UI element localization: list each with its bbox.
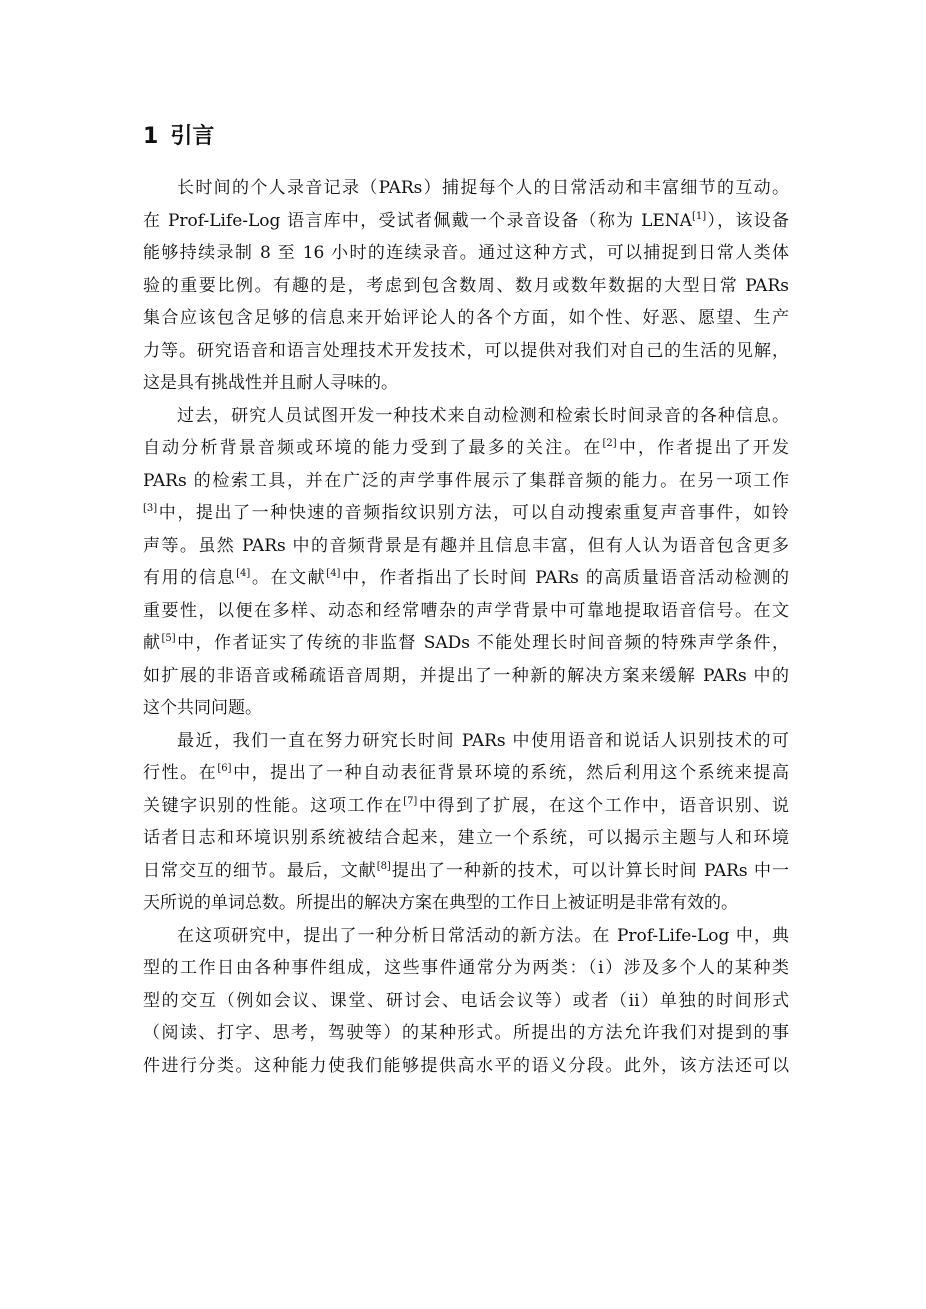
paragraph-2-line: 自动分析背景音频或环境的能力受到了最多的关注。在[2]中，作者提出了开发: [143, 438, 790, 458]
citation: [1]: [691, 210, 707, 222]
citation: [2]: [602, 438, 617, 449]
paragraph-1-line: 力等。研究语音和语言处理技术开发技术，可以提供对我们对自己的生活的见解，: [143, 340, 789, 361]
paragraph-1-line: 能够持续录制 8 至 16 小时的连续录音。通过这种方式，可以捕捉到日常人类体: [143, 243, 789, 263]
section-number: 1: [143, 124, 159, 149]
paragraph-4-line: 型的交互（例如会议、课堂、研讨会、电话会议等）或者（ii）单独的时间形式: [143, 990, 789, 1011]
paragraph-4-line: 在这项研究中，提出了一种分析日常活动的新方法。在 Prof-Life-Log 中，典: [177, 925, 789, 946]
citation: [3]: [143, 503, 158, 514]
paragraph-3-line: 最近，我们一直在努力研究长时间 PARs 中使用语音和说话人识别技术的可: [177, 730, 789, 751]
paragraph-2-line: 这个共同问题。: [143, 698, 262, 718]
paragraph-4-line: （阅读、打字、思考，驾驶等）的某种形式。所提出的方法允许我们对提到的事: [143, 1023, 789, 1043]
paragraph-2-line: 重要性，以便在多样、动态和经常嘈杂的声学背景中可靠地提取语音信号。在文: [143, 600, 789, 621]
paragraph-3-line: 关键字识别的性能。这项工作在[7]中得到了扩展，在这个工作中，语音识别、说: [143, 795, 790, 816]
paragraph-3-line: 话者日志和环境识别系统被结合起来，建立一个系统，可以揭示主题与人和环境: [143, 828, 789, 848]
paragraph-2-line: 声等。虽然 PARs 中的音频背景是有趣并且信息丰富，但有人认为语音包含更多: [143, 535, 789, 556]
paragraph-4-line: 型的工作日由各种事件组成，这些事件通常分为两类：（i）涉及多个人的某种类: [143, 958, 789, 978]
paragraph-3-line: 行性。在[6]中，提出了一种自动表征背景环境的系统，然后利用这个系统来提高: [143, 763, 790, 783]
paragraph-2-line: 如扩展的非语音或稀疏语音周期，并提出了一种新的解决方案来缓解 PARs 中的: [143, 665, 789, 686]
paragraph-1-line: 在 Prof-Life-Log 语言库中，受试者佩戴一个录音设备（称为 LENA[1]），该设备: [143, 210, 790, 231]
paragraph-2-line: PARs 的检索工具，并在广泛的声学事件展示了集群音频的能力。在另一项工作: [143, 470, 789, 491]
paragraph-1-line: 验的重要比例。有趣的是，考虑到包含数周、数月或数年数据的大型日常 PARs: [143, 275, 789, 296]
citation: [6]: [217, 763, 232, 774]
citation: [4]: [236, 568, 251, 579]
paragraph-1-line: 长时间的个人录音记录（PARs）捕捉每个人的日常活动和丰富细节的互动。: [177, 178, 789, 198]
paragraph-2-line: [3]中，提出了一种快速的音频指纹识别方法，可以自动搜索重复声音事件，如铃: [143, 503, 789, 523]
citation: [4]: [326, 568, 341, 579]
section-title: 引言: [170, 124, 215, 149]
citation: [5]: [161, 633, 176, 644]
paragraph-2-line: 献[5]中，作者证实了传统的非监督 SADs 不能处理长时间音频的特殊声学条件，: [143, 633, 789, 653]
paragraph-2-line: 过去，研究人员试图开发一种技术来自动检测和检索长时间录音的各种信息。: [177, 405, 789, 426]
paragraph-1-line: 集合应该包含足够的信息来开始评论人的各个方面，如个性、好恶、愿望、生产: [143, 308, 789, 328]
citation: [8]: [376, 860, 391, 872]
paragraph-4-line: 件进行分类。这种能力使我们能够提供高水平的语义分段。此外，该方法还可以: [143, 1055, 789, 1076]
paragraph-1-line: 这是具有挑战性并且耐人寻味的。: [143, 373, 398, 393]
body-text: [143, 172, 789, 1082]
paragraph-3-line: 天所说的单词总数。所提出的解决方案在典型的工作日上被证明是非常有效的。: [143, 893, 738, 913]
paragraph-2-line: 有用的信息[4]。在文献[4]中，作者指出了长时间 PARs 的高质量语音活动检测的: [143, 568, 790, 588]
citation: [7]: [403, 795, 418, 807]
paragraph-3-line: 日常交互的细节。最后，文献[8]提出了一种新的技术，可以计算长时间 PARs 中一: [143, 860, 789, 881]
section-heading: [143, 121, 214, 153]
